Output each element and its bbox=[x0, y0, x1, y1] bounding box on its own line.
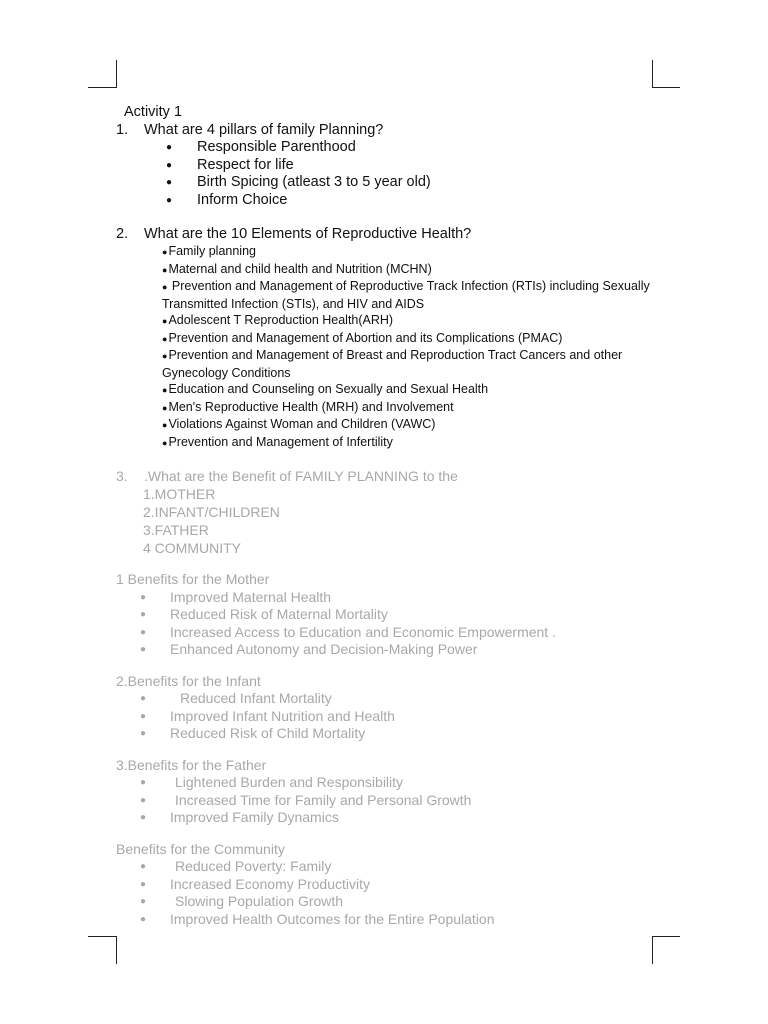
bullet-icon: ● bbox=[140, 609, 147, 620]
crop-mark-top-left bbox=[88, 87, 116, 88]
question-text: What are 4 pillars of family Planning? bbox=[144, 122, 384, 138]
bullet-icon: ● bbox=[162, 333, 168, 344]
list-item: ●Family planning bbox=[162, 244, 256, 258]
bullet-icon: ● bbox=[162, 282, 168, 292]
list-item: ● Responsible Parenthood bbox=[166, 139, 356, 155]
list-item: ●Prevention and Management of Infertility bbox=[162, 434, 393, 449]
benefits-infant-heading: 2.Benefits for the Infant bbox=[116, 672, 261, 689]
crop-mark-top-right bbox=[652, 60, 653, 88]
list-item: ● Respect for life bbox=[166, 156, 294, 173]
bullet-icon: ● bbox=[162, 420, 168, 430]
bullet-icon: ● bbox=[162, 264, 168, 275]
crop-mark-bottom-right bbox=[652, 936, 680, 937]
benefits-community-heading: Benefits for the Community bbox=[116, 840, 285, 857]
list-item: ● Increased Access to Education and Economic Empowerment . bbox=[140, 623, 556, 640]
list-item: ● Reduced Poverty: Family bbox=[140, 858, 332, 874]
bullet-icon: ● bbox=[140, 728, 147, 739]
bullet-icon: ● bbox=[162, 247, 168, 257]
question-number: 1. bbox=[116, 122, 129, 138]
question-number: 3. bbox=[116, 468, 128, 484]
bullet-icon: ● bbox=[140, 644, 147, 655]
benefits-infant-list bbox=[116, 690, 656, 743]
list-item: ● Improved Health Outcomes for the Entire Population bbox=[140, 910, 495, 927]
option-community: 4 COMMUNITY bbox=[143, 540, 241, 556]
question-text: .What are the Benefit of FAMILY PLANNING to the bbox=[144, 468, 458, 484]
bullet-icon: ● bbox=[140, 777, 147, 788]
bullet-icon: ● bbox=[140, 626, 147, 638]
list-item: ● Inform Choice bbox=[166, 191, 288, 208]
bullet-icon: ● bbox=[166, 177, 173, 188]
bullet-icon: ● bbox=[166, 142, 173, 153]
bullet-icon: ● bbox=[140, 812, 147, 823]
benefits-father-heading: 3.Benefits for the Father bbox=[116, 756, 267, 773]
pillars-list bbox=[116, 139, 656, 209]
benefits-mother-list bbox=[116, 589, 656, 659]
bullet-icon: ● bbox=[140, 896, 147, 907]
list-item: ●Education and Counseling on Sexually and Sexual Health bbox=[162, 382, 489, 396]
bullet-icon: ● bbox=[140, 693, 147, 704]
bullet-icon: ● bbox=[140, 794, 147, 806]
list-item: ●Prevention and Management of Abortion and its Complications (PMAC) bbox=[162, 330, 563, 345]
bullet-icon: ● bbox=[162, 316, 168, 326]
elements-list bbox=[116, 243, 656, 451]
list-item: ● Improved Maternal Health bbox=[140, 588, 332, 605]
list-item: ● Prevention and Management of Reproductive Track Infection (RTIs) including Sexually Transmitted Infection (STIs), and HIV and AIDS bbox=[162, 279, 650, 311]
list-item: ●Adolescent T Reproduction Health(ARH) bbox=[162, 313, 394, 327]
list-item: ● Improved Family Dynamics bbox=[140, 809, 339, 825]
bullet-icon: ● bbox=[162, 385, 168, 395]
list-item: ● Enhanced Autonomy and Decision-Making Power bbox=[140, 641, 478, 657]
crop-mark-bottom-left bbox=[116, 936, 117, 964]
bullet-icon: ● bbox=[140, 591, 147, 603]
list-item: ● Improved Infant Nutrition and Health bbox=[140, 707, 395, 724]
bullet-icon: ● bbox=[166, 194, 173, 206]
benefits-mother-heading: 1 Benefits for the Mother bbox=[116, 571, 270, 587]
option-mother: 1.MOTHER bbox=[143, 486, 216, 502]
question-2 bbox=[116, 225, 656, 243]
list-item: ● Birth Spicing (atleast 3 to 5 year old) bbox=[166, 174, 431, 190]
bullet-icon: ● bbox=[162, 351, 168, 361]
bullet-icon: ● bbox=[166, 159, 173, 171]
list-item: ● Lightened Burden and Responsibility bbox=[140, 774, 404, 790]
list-item: ●Maternal and child health and Nutrition (MCHN) bbox=[162, 261, 432, 276]
list-item: ●Men's Reproductive Health (MRH) and Involvement bbox=[162, 399, 454, 414]
crop-mark-bottom-right bbox=[652, 936, 653, 964]
bullet-icon: ● bbox=[140, 710, 147, 722]
bullet-icon: ● bbox=[140, 861, 147, 872]
option-father: 3.FATHER bbox=[143, 522, 209, 538]
list-item: ● Increased Economy Productivity bbox=[140, 875, 370, 892]
list-item: ● Reduced Infant Mortality bbox=[140, 690, 332, 706]
question-text: What are the 10 Elements of Reproductive Health? bbox=[144, 226, 472, 242]
list-item: ● Slowing Population Growth bbox=[140, 893, 344, 909]
bullet-icon: ● bbox=[162, 437, 168, 448]
list-item: ●Violations Against Woman and Children (VAWC) bbox=[162, 417, 436, 431]
bullet-icon: ● bbox=[140, 913, 147, 925]
question-3 bbox=[116, 467, 656, 485]
crop-mark-top-right bbox=[652, 87, 680, 88]
list-item: ● Increased Time for Family and Personal Growth bbox=[140, 791, 472, 808]
document-page bbox=[116, 103, 656, 928]
bullet-icon: ● bbox=[162, 402, 168, 413]
question-1 bbox=[116, 121, 656, 139]
crop-mark-bottom-left bbox=[88, 936, 116, 937]
list-item: ● Reduced Risk of Child Mortality bbox=[140, 725, 366, 741]
list-item: ●Prevention and Management of Breast and Reproduction Tract Cancers and other Gynecology Conditions bbox=[162, 348, 623, 380]
benefits-father-list bbox=[116, 774, 656, 827]
activity-title: Activity 1 bbox=[124, 104, 183, 120]
benefits-community-list bbox=[116, 858, 656, 928]
option-infant: 2.INFANT/CHILDREN bbox=[143, 504, 280, 520]
list-item: ● Reduced Risk of Maternal Mortality bbox=[140, 606, 388, 622]
crop-mark-top-left bbox=[116, 60, 117, 88]
question-number: 2. bbox=[116, 226, 129, 242]
bullet-icon: ● bbox=[140, 878, 147, 890]
